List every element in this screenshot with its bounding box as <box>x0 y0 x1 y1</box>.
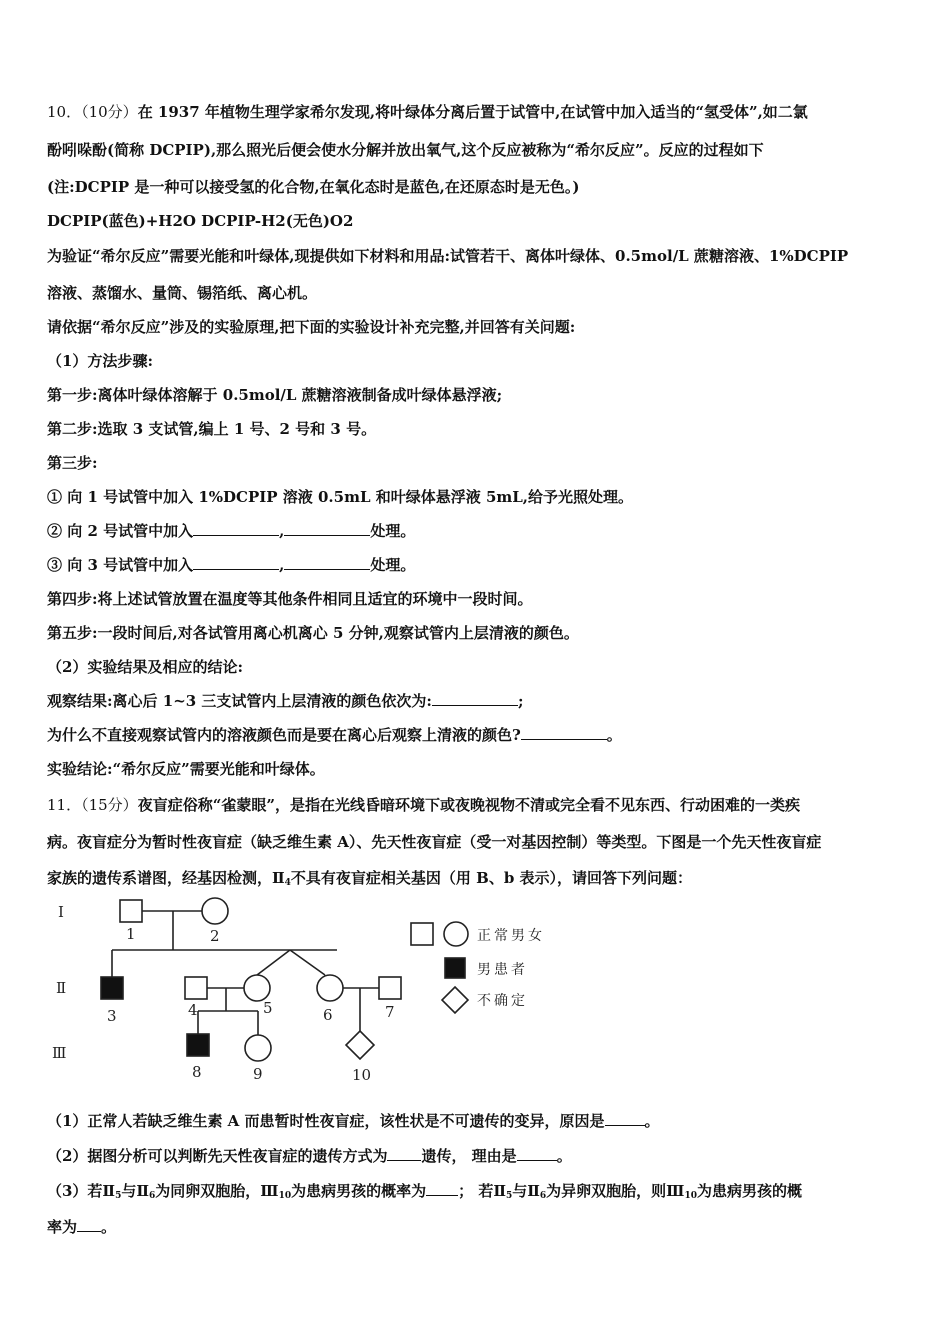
answer-blank[interactable] <box>517 1146 557 1161</box>
pedigree-label: 1 <box>126 925 136 943</box>
q11-subquestion-1: （1）正常人若缺乏维生素 A 而患暂时性夜盲症，该性状是不可遗传的变异，原因是 。 <box>47 1112 660 1130</box>
q10-step-3-heading: 第三步: <box>47 454 98 472</box>
legend-unknown-label: 不确定 <box>477 993 528 1009</box>
pedigree-label: 10 <box>352 1066 372 1084</box>
answer-blank[interactable] <box>426 1181 458 1196</box>
gen-label-II: Ⅱ <box>56 979 67 997</box>
pedigree-individual-5 <box>244 975 270 1001</box>
q11-line-2: 病。夜盲症分为暂时性夜盲症（缺乏维生素 A）、先天性夜盲症（受一对基因控制）等类型。下图是一个先天性夜盲症 <box>47 833 822 851</box>
q11-line-3: 家族的遗传系谱图，经基因检测，$Ⅱ_4$不具有夜盲症相关基因（用 B、b 表示），请回答下列问题： <box>47 869 693 888</box>
pedigree-label: 8 <box>192 1063 202 1081</box>
q10-line-3: (注:DCPIP 是一种可以接受氢的化合物,在氧化态时是蓝色,在还原态时是无色。) <box>47 178 580 196</box>
answer-blank[interactable] <box>521 725 607 740</box>
pedigree-individual-9 <box>245 1035 271 1061</box>
q10-line-5: 为验证“希尔反应”需要光能和叶绿体,现提供如下材料和用品:试管若干、离体叶绿体、0.5mol/L 蔗糖溶液、1%DCPIP <box>47 247 849 265</box>
answer-blank[interactable] <box>77 1217 101 1232</box>
q10-line-2: 酚吲哚酚(简称 DCPIP),那么照光后便会使水分解并放出氧气,这个反应被称为“希尔反应”。反应的过程如下 <box>47 141 764 159</box>
pedigree-individual-10 <box>346 1031 374 1059</box>
pedigree-label: 9 <box>253 1065 263 1083</box>
pedigree-individual-8 <box>187 1034 209 1056</box>
pedigree-label: 2 <box>210 927 220 945</box>
q10-step-4: 第四步:将上述试管放置在温度等其他条件相同且适宜的环境中一段时间。 <box>47 590 533 608</box>
pedigree-label: 7 <box>385 1003 395 1021</box>
pedigree-label: 3 <box>107 1007 117 1025</box>
q11-line-1 <box>47 795 910 815</box>
q10-number: 10．（10分） <box>47 103 138 121</box>
q11-text: 夜盲症俗称“雀蒙眼”，是指在光线昏暗环境下或夜晚视物不清或完全看不见东西、行动困难的一类疾 <box>137 796 800 814</box>
legend-normal-female-icon <box>444 922 468 946</box>
q11-subquestion-2: （2）据图分析可以判断先天性夜盲症的遗传方式为 遗传， 理由是 。 <box>47 1147 572 1165</box>
answer-blank[interactable] <box>193 521 279 536</box>
q10-text: 在 1937 年植物生理学家希尔发现,将叶绿体分离后置于试管中,在试管中加入适当的“氢受体”,如二氯 <box>137 103 808 121</box>
pedigree-individual-1 <box>120 900 142 922</box>
gen-label-III: Ⅲ <box>52 1044 67 1062</box>
gen-label-I: Ⅰ <box>58 903 64 921</box>
q10-step-3-item-2: ② 向 2 号试管中加入 , 处理。 <box>47 522 416 540</box>
q10-step-2: 第二步:选取 3 支试管,编上 1 号、2 号和 3 号。 <box>47 420 377 438</box>
q10-step-1: 第一步:离体叶绿体溶解于 0.5mol/L 蔗糖溶液制备成叶绿体悬浮液; <box>47 386 503 404</box>
q10-line-6: 溶液、蒸馏水、量筒、锡箔纸、离心机。 <box>47 284 318 302</box>
answer-blank[interactable] <box>605 1111 645 1126</box>
legend-affected-label: 男患者 <box>477 962 528 978</box>
pedigree-individual-3 <box>101 977 123 999</box>
answer-blank[interactable] <box>193 555 279 570</box>
pedigree-label: 4 <box>188 1001 198 1019</box>
q10-observation: 观察结果:离心后 1~3 三支试管内上层清液的颜色依次为: ; <box>47 692 524 710</box>
q10-line-1 <box>47 102 910 122</box>
pedigree-label: 5 <box>263 999 273 1017</box>
answer-blank[interactable] <box>284 521 370 536</box>
answer-blank[interactable] <box>387 1146 421 1161</box>
legend-affected-male-icon <box>445 958 465 978</box>
pedigree-individual-6 <box>317 975 343 1001</box>
q10-conclusion: 实验结论:“希尔反应”需要光能和叶绿体。 <box>47 760 325 778</box>
pedigree-chart <box>40 893 600 1093</box>
pedigree-individual-4 <box>185 977 207 999</box>
q11-number: 11．（15分） <box>47 796 138 814</box>
q10-section-2-heading: （2）实验结果及相应的结论: <box>47 658 243 676</box>
q10-step-5: 第五步:一段时间后,对各试管用离心机离心 5 分钟,观察试管内上层清液的颜色。 <box>47 624 579 642</box>
q11-subquestion-3-cont: 率为 。 <box>47 1218 117 1236</box>
answer-blank[interactable] <box>432 691 518 706</box>
answer-blank[interactable] <box>284 555 370 570</box>
legend-unknown-icon <box>442 987 468 1013</box>
q10-section-1-heading: （1）方法步骤: <box>47 352 153 370</box>
pedigree-individual-2 <box>202 898 228 924</box>
legend-normal-label: 正常男女 <box>477 928 545 944</box>
q10-reaction-equation: DCPIP(蓝色)+H2O DCPIP-H2(无色)O2 <box>47 212 354 230</box>
q10-why-question: 为什么不直接观察试管内的溶液颜色而是要在离心后观察上清液的颜色? 。 <box>47 726 622 744</box>
legend-normal-male-icon <box>411 923 433 945</box>
pedigree-individual-7 <box>379 977 401 999</box>
pedigree-label: 6 <box>323 1006 333 1024</box>
q10-line-7: 请依据“希尔反应”涉及的实验原理,把下面的实验设计补充完整,并回答有关问题: <box>47 318 576 336</box>
q10-step-3-item-1: ① 向 1 号试管中加入 1%DCPIP 溶液 0.5mL 和叶绿体悬浮液 5mL,给予光照处理。 <box>47 488 634 506</box>
q11-subquestion-3: （3）若$Ⅱ_5$与$Ⅱ_6$为同卵双胞胎，$Ⅲ_{10}$为患病男孩的概率为 ； 若$Ⅱ_5$与$Ⅱ_6$为异卵双胞胎，则$Ⅲ_{10}$为患病男孩的概 <box>47 1182 802 1201</box>
q10-step-3-item-3: ③ 向 3 号试管中加入 , 处理。 <box>47 556 416 574</box>
